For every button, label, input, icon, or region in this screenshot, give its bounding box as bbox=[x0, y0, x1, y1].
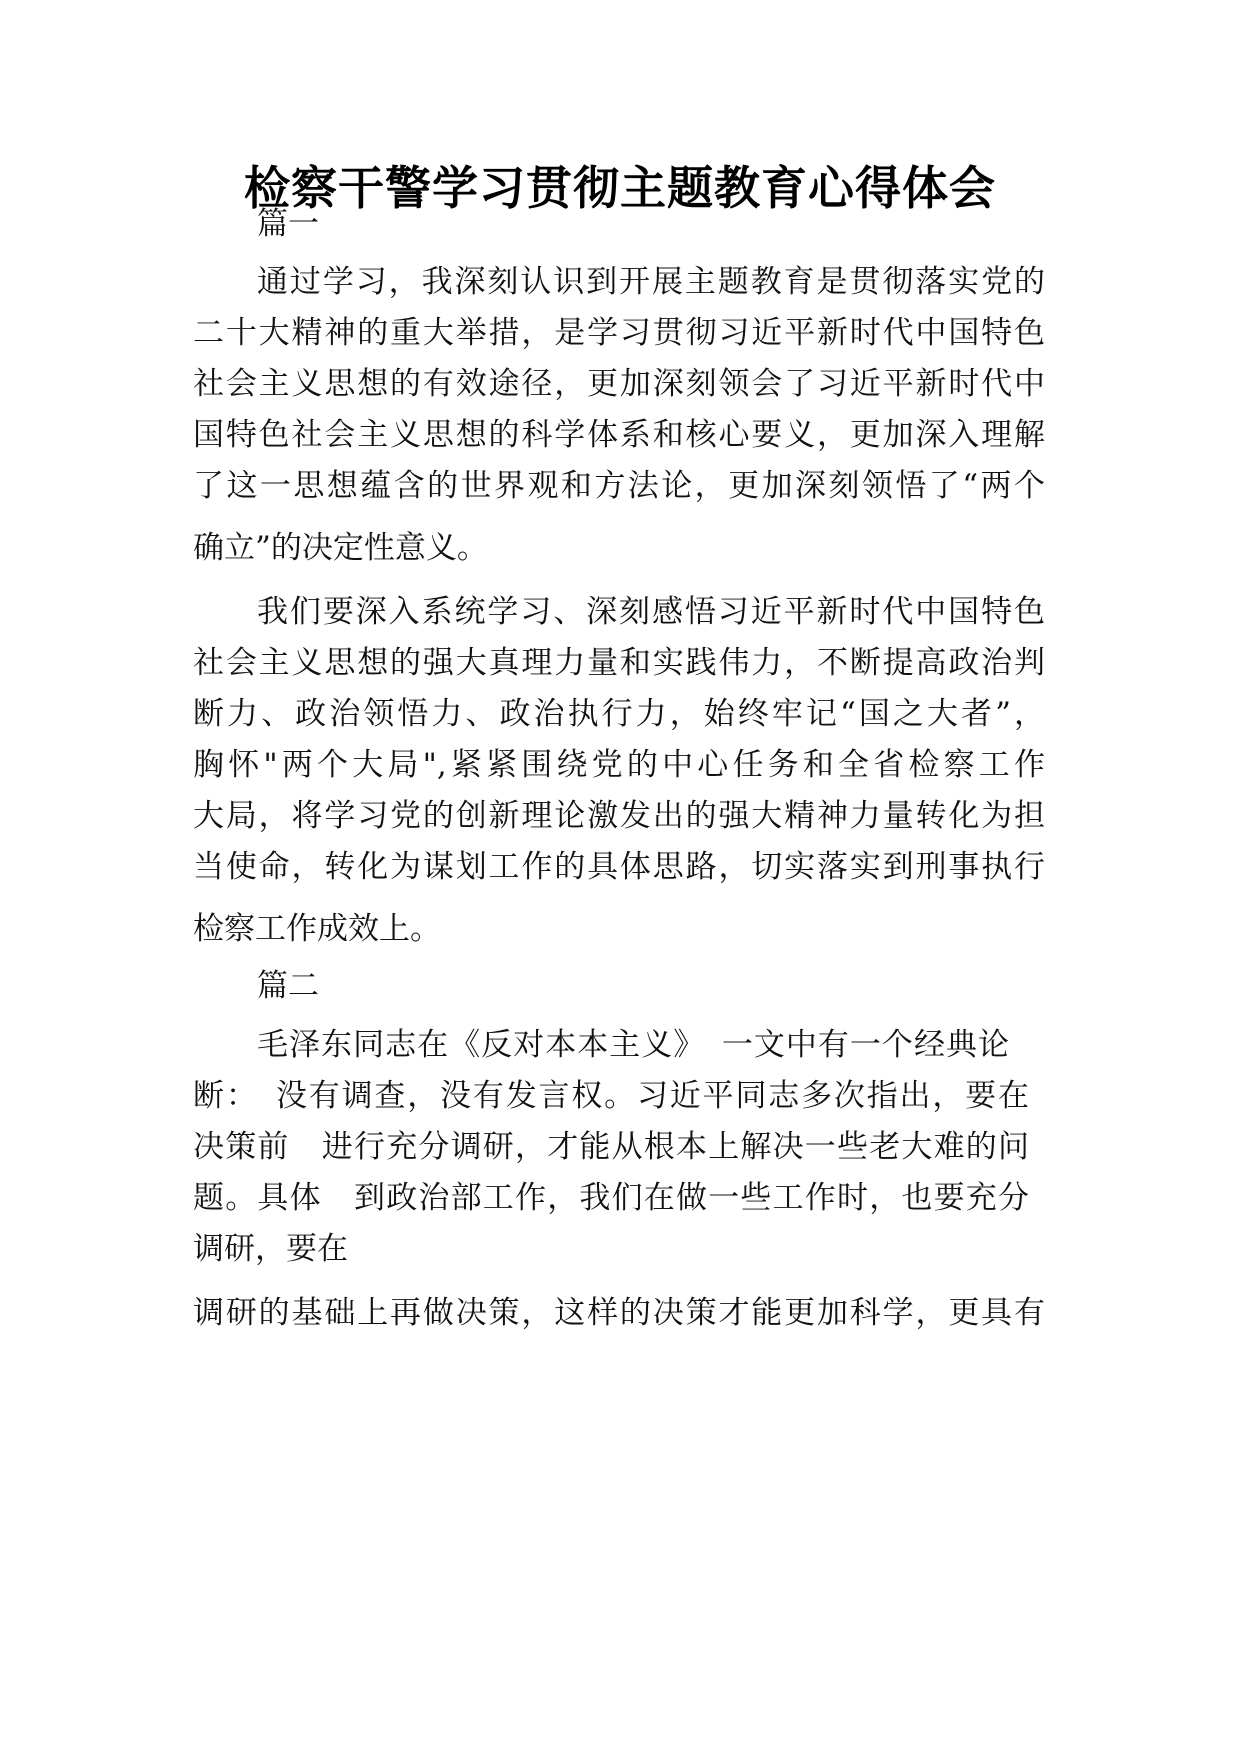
paragraph-line: 题。具体 到政治部工作，我们在做一些工作时，也要充分 bbox=[193, 1180, 1029, 1216]
paragraph-line: 确立”的决定性意义。 bbox=[193, 530, 488, 566]
paragraph-line: 调研的基础上再做决策，这样的决策才能更加科学，更具有 bbox=[193, 1295, 1045, 1331]
section-heading-2: 篇二 bbox=[257, 968, 319, 1004]
paragraph-line: 断： 没有调查，没有发言权。习近平同志多次指出，要在 bbox=[193, 1078, 1029, 1114]
paragraph-line: 通过学习，我深刻认识到开展主题教育是贯彻落实党的 bbox=[257, 264, 1045, 300]
paragraph-line: 调研，要在 bbox=[193, 1231, 348, 1267]
paragraph-line: 二十大精神的重大举措，是学习贯彻习近平新时代中国特色 bbox=[193, 315, 1045, 351]
paragraph-line: 社会主义思想的有效途径，更加深刻领会了习近平新时代中 bbox=[193, 366, 1045, 402]
paragraph-line: 检察工作成效上。 bbox=[193, 911, 441, 947]
paragraph-line: 了这一思想蕴含的世界观和方法论，更加深刻领悟了“两个 bbox=[193, 468, 1045, 504]
paragraph-line: 社会主义思想的强大真理力量和实践伟力，不断提高政治判 bbox=[193, 645, 1045, 681]
paragraph-line: 大局，将学习党的创新理论激发出的强大精神力量转化为担 bbox=[193, 798, 1045, 834]
paragraph-line: 胸怀"两个大局",紧紧围绕党的中心任务和全省检察工作 bbox=[193, 747, 1045, 783]
paragraph-line: 国特色社会主义思想的科学体系和核心要义，更加深入理解 bbox=[193, 417, 1045, 453]
paragraph-line: 决策前 进行充分调研，才能从根本上解决一些老大难的问 bbox=[193, 1129, 1029, 1165]
paragraph-line: 我们要深入系统学习、深刻感悟习近平新时代中国特色 bbox=[257, 594, 1045, 630]
paragraph-line: 毛泽东同志在《反对本本主义》 一文中有一个经典论 bbox=[257, 1027, 1009, 1063]
document-title: 检察干警学习贯彻主题教育心得体会 bbox=[244, 161, 996, 215]
paragraph-line: 当使命，转化为谋划工作的具体思路，切实落实到刑事执行 bbox=[193, 849, 1045, 885]
section-heading-1: 篇一 bbox=[257, 206, 319, 242]
paragraph-line: 断力、政治领悟力、政治执行力，始终牢记“国之大者”， bbox=[193, 696, 1045, 732]
